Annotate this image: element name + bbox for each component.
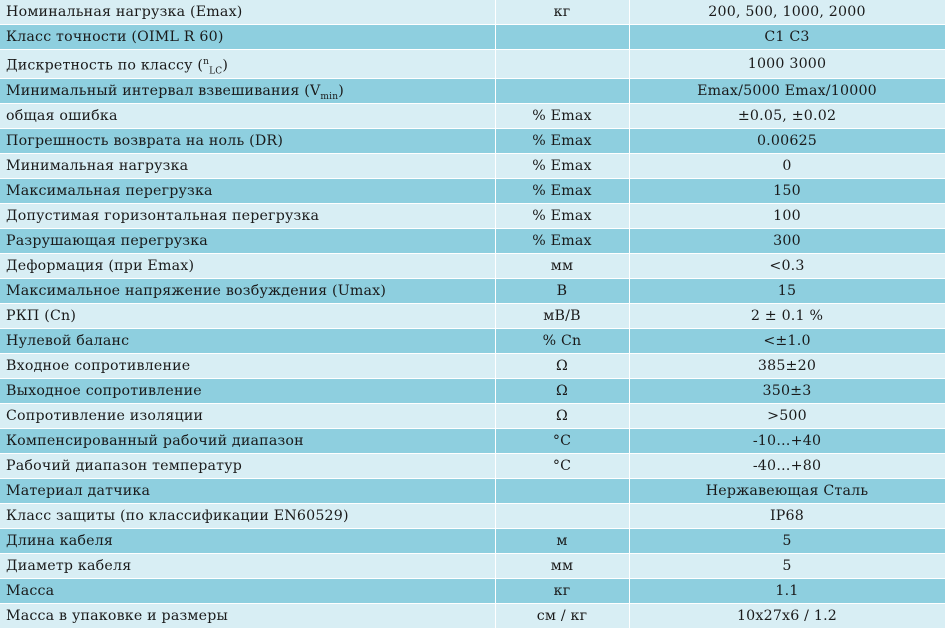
value-cell: Emax/5000 Emax/10000 (629, 78, 945, 103)
unit-cell (495, 25, 629, 50)
unit-cell: % Emax (495, 228, 629, 253)
table-row (0, 353, 945, 378)
value-cell: 0 (629, 153, 945, 178)
unit-cell: мм (495, 553, 629, 578)
unit-cell: % Emax (495, 203, 629, 228)
table-row (0, 103, 945, 128)
table-row (0, 278, 945, 303)
unit-cell: кг (495, 578, 629, 603)
value-cell: 200, 500, 1000, 2000 (629, 0, 945, 25)
value-cell: 0.00625 (629, 128, 945, 153)
unit-cell: % Emax (495, 178, 629, 203)
table-row (0, 303, 945, 328)
value-cell: 10x27x6 / 1.2 (629, 603, 945, 628)
table-row (0, 0, 945, 25)
unit-cell: % Emax (495, 128, 629, 153)
value-cell: 385±20 (629, 353, 945, 378)
value-cell: ±0.05, ±0.02 (629, 103, 945, 128)
value-cell: <±1.0 (629, 328, 945, 353)
unit-cell (495, 503, 629, 528)
unit-cell: см / кг (495, 603, 629, 628)
value-cell: 5 (629, 528, 945, 553)
param-cell: Номинальная нагрузка (Emax) (0, 0, 495, 25)
table-row (0, 453, 945, 478)
unit-cell: % Emax (495, 103, 629, 128)
value-cell: >500 (629, 403, 945, 428)
table-row (0, 25, 945, 50)
unit-cell: % Cn (495, 328, 629, 353)
unit-cell: Ω (495, 378, 629, 403)
value-cell: 1.1 (629, 578, 945, 603)
table-row (0, 603, 945, 628)
table-row (0, 128, 945, 153)
unit-cell: Ω (495, 403, 629, 428)
param-cell: Сопротивление изоляции (0, 403, 495, 428)
unit-cell: % Emax (495, 153, 629, 178)
param-cell: Класс точности (OIML R 60) (0, 25, 495, 50)
param-cell: Масса (0, 578, 495, 603)
param-cell: Допустимая горизонтальная перегрузка (0, 203, 495, 228)
param-cell: Материал датчика (0, 478, 495, 503)
param-cell: Выходное сопротивление (0, 378, 495, 403)
param-cell: Нулевой баланс (0, 328, 495, 353)
table-row (0, 228, 945, 253)
value-cell: Нержавеющая Сталь (629, 478, 945, 503)
table-row (0, 503, 945, 528)
value-cell: -10…+40 (629, 428, 945, 453)
param-cell: Класс защиты (по классификации EN60529) (0, 503, 495, 528)
table-row (0, 178, 945, 203)
value-cell: 350±3 (629, 378, 945, 403)
param-cell: общая ошибка (0, 103, 495, 128)
param-cell: РКП (Cn) (0, 303, 495, 328)
unit-cell: мм (495, 253, 629, 278)
param-cell: Рабочий диапазон температур (0, 453, 495, 478)
unit-cell: м (495, 528, 629, 553)
table-row (0, 203, 945, 228)
param-cell: Компенсированный рабочий диапазон (0, 428, 495, 453)
value-cell: -40…+80 (629, 453, 945, 478)
value-cell: 5 (629, 553, 945, 578)
table-row (0, 403, 945, 428)
table-row (0, 253, 945, 278)
unit-cell (495, 478, 629, 503)
value-cell: IP68 (629, 503, 945, 528)
param-cell: Погрешность возврата на ноль (DR) (0, 128, 495, 153)
value-cell: 300 (629, 228, 945, 253)
value-cell: C1 C3 (629, 25, 945, 50)
table-row (0, 578, 945, 603)
table-row (0, 528, 945, 553)
table-row (0, 50, 945, 79)
value-cell: 2 ± 0.1 % (629, 303, 945, 328)
param-cell: Диаметр кабеля (0, 553, 495, 578)
param-cell: Дискретность по классу ($^n_{LC}$) (0, 50, 495, 79)
param-cell: Максимальная перегрузка (0, 178, 495, 203)
param-cell: Деформация (при Emax) (0, 253, 495, 278)
table-row (0, 378, 945, 403)
unit-cell: кг (495, 0, 629, 25)
table-row (0, 478, 945, 503)
table-row (0, 328, 945, 353)
unit-cell (495, 78, 629, 103)
unit-cell: мВ/В (495, 303, 629, 328)
unit-cell (495, 50, 629, 79)
value-cell: 15 (629, 278, 945, 303)
value-cell: 150 (629, 178, 945, 203)
table-row (0, 78, 945, 103)
table-row (0, 428, 945, 453)
unit-cell: В (495, 278, 629, 303)
value-cell: 100 (629, 203, 945, 228)
unit-cell: °C (495, 428, 629, 453)
param-cell: Максимальное напряжение возбуждения (Umax) (0, 278, 495, 303)
param-cell: Разрушающая перегрузка (0, 228, 495, 253)
param-cell: Минимальный интервал взвешивания $(V_{min})$ (0, 78, 495, 103)
param-cell: Минимальная нагрузка (0, 153, 495, 178)
table-row (0, 153, 945, 178)
unit-cell: Ω (495, 353, 629, 378)
value-cell: <0.3 (629, 253, 945, 278)
value-cell: 1000 3000 (629, 50, 945, 79)
param-cell: Масса в упаковке и размеры (0, 603, 495, 628)
unit-cell: °C (495, 453, 629, 478)
table-row (0, 553, 945, 578)
param-cell: Входное сопротивление (0, 353, 495, 378)
param-cell: Длина кабеля (0, 528, 495, 553)
